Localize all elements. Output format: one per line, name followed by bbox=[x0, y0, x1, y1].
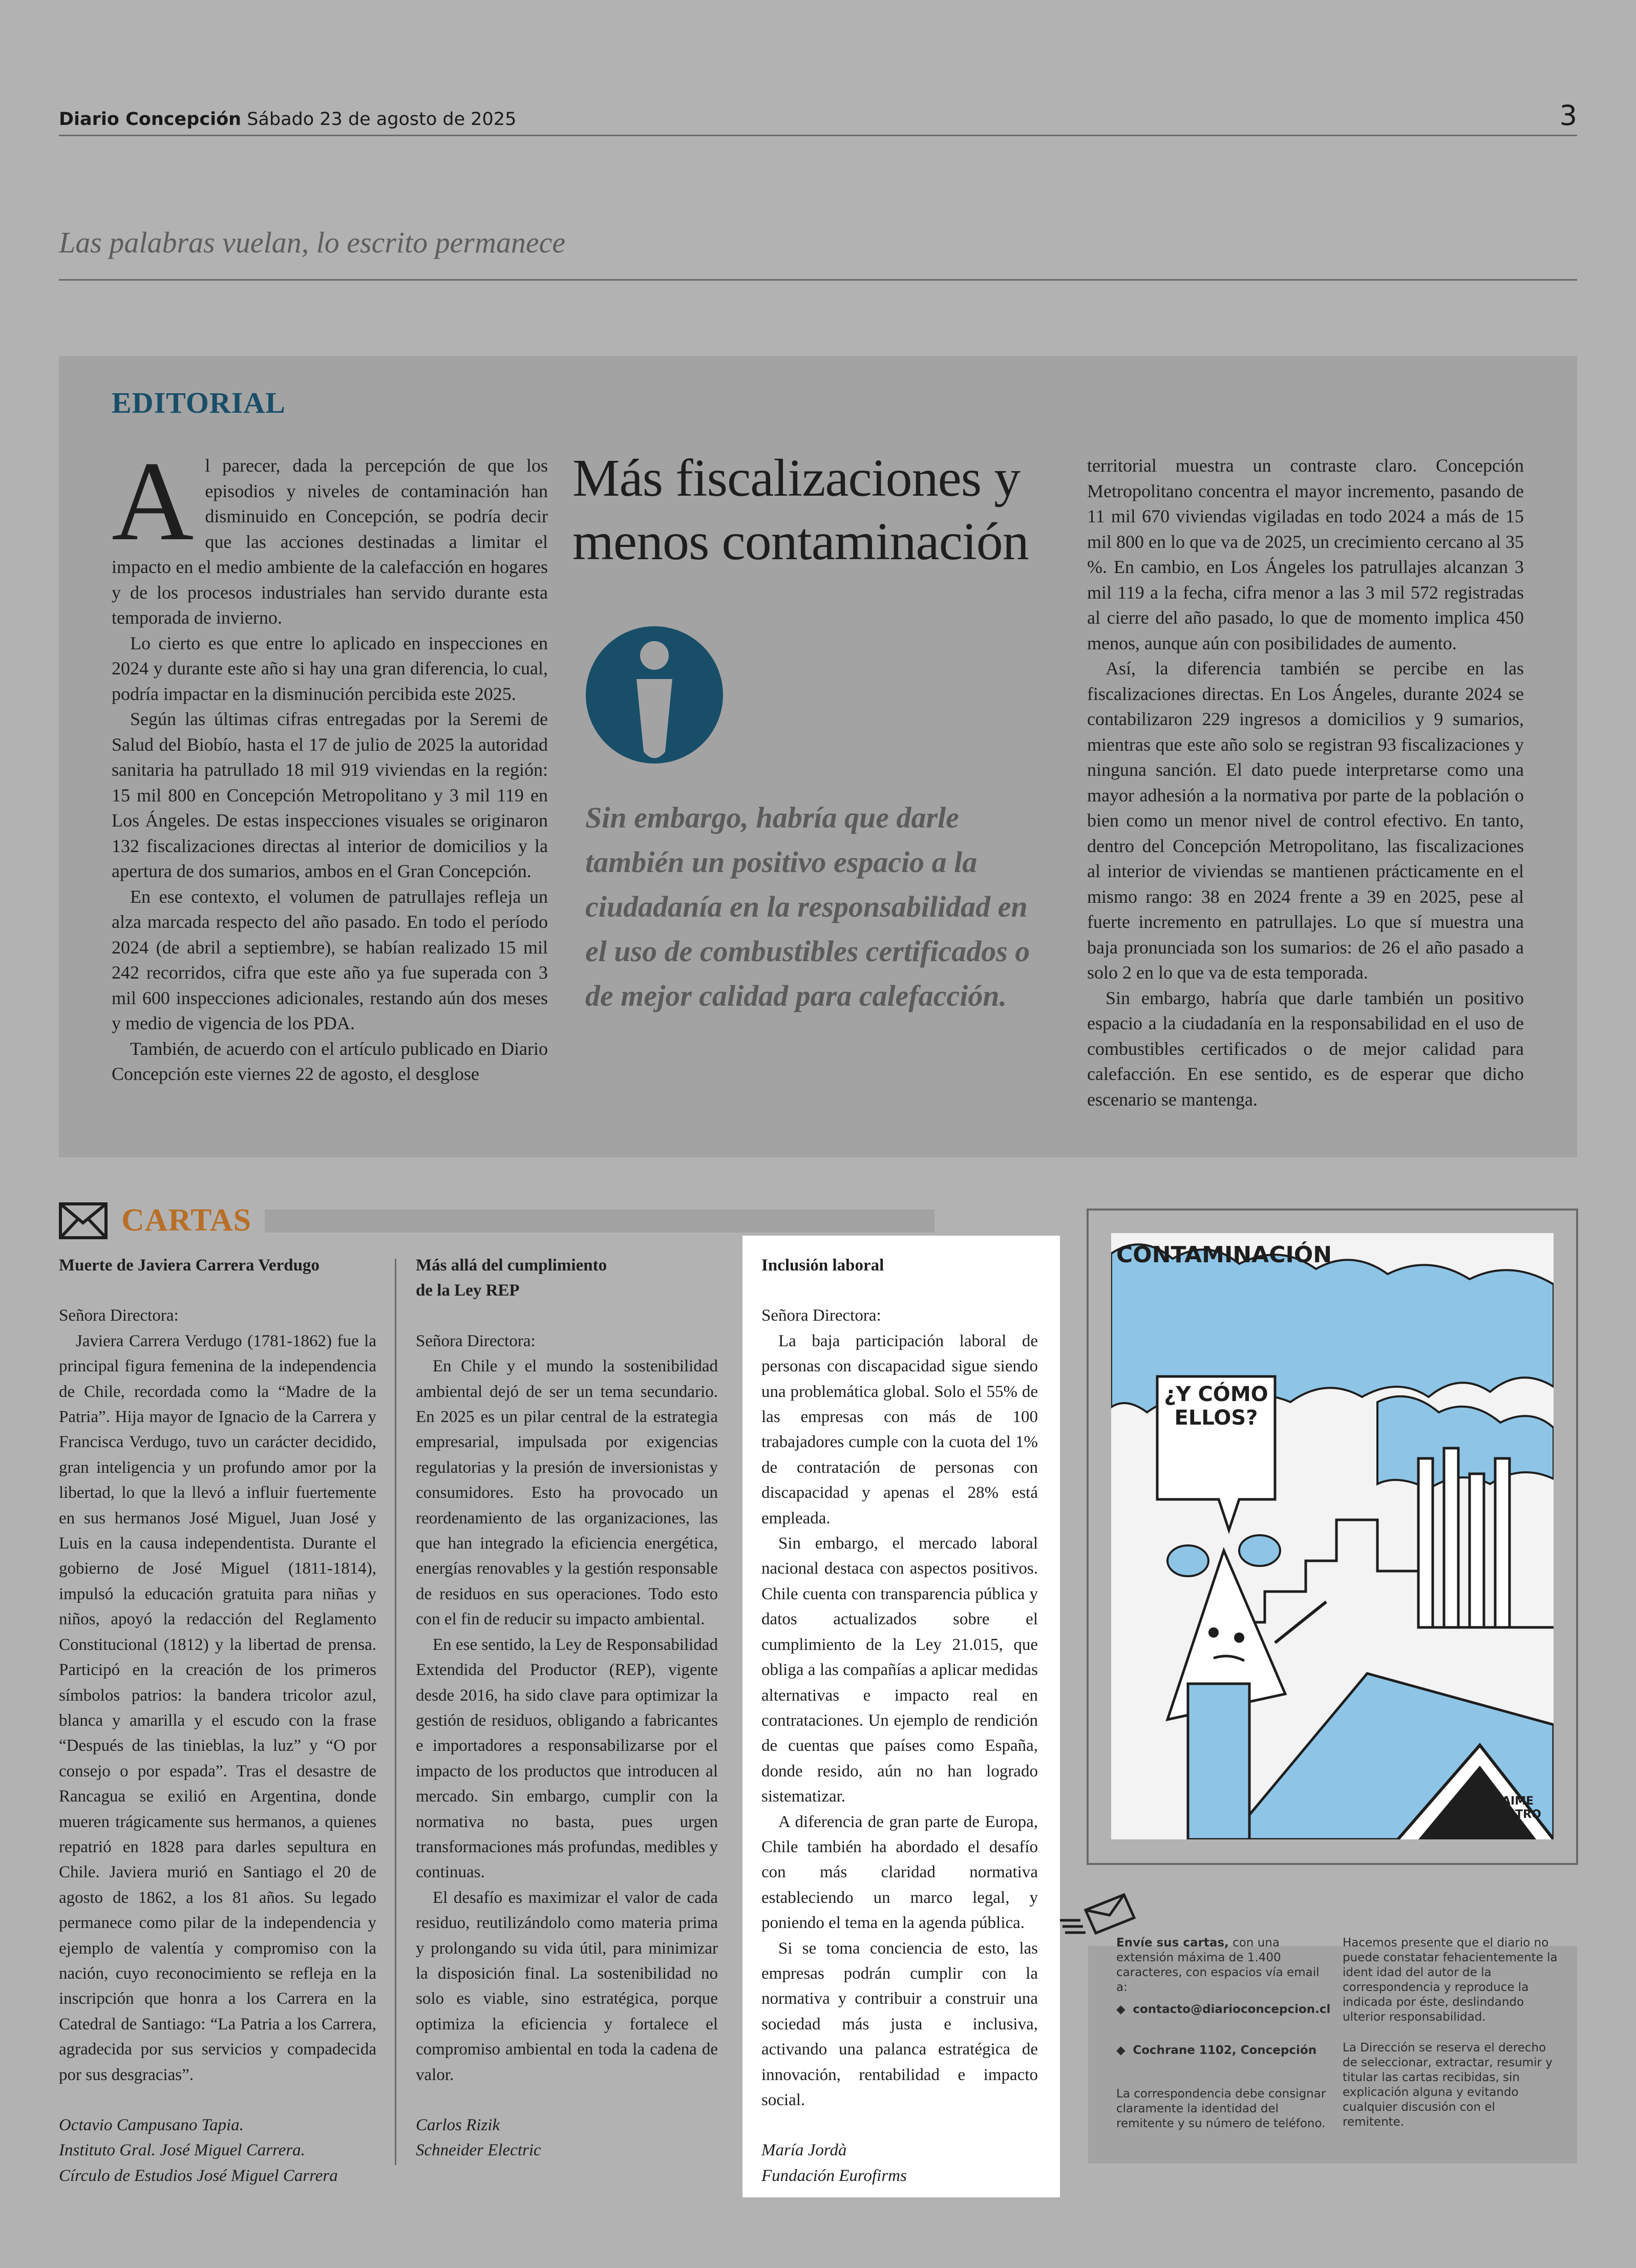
envelope-icon bbox=[59, 1202, 108, 1239]
letter-body: En Chile y el mundo la sostenibilidad ambiental dejó de ser un tema secundario. En 2025 es un pilar central de la estrategia empresarial, impulsada por exigencias regulatorias y la presión de inversionistas y consumidores. Esto ha provocado un reordenamiento de las organizaciones, las que han integrado la eficiencia energética, energías renovables y la gestión responsable de residuos en sus operaciones. Todo esto con el fin de reducir su impacto ambiental. bbox=[416, 1357, 718, 1629]
letter-1 bbox=[59, 1253, 376, 2189]
editorial-paragraph: También, de acuerdo con el artículo publicado en Diario Concepción este viernes 22 de agosto, el desglose bbox=[112, 1038, 548, 1084]
letter-body: Si se toma conciencia de esto, las empresas podrán cumplir con la normativa y contribuir a construir una sociedad más justa e inclusiva, activando una palanca estratégica de innovación, rentabilidad e impacto social. bbox=[761, 1939, 1038, 2109]
issue-date: Sábado 23 de agosto de 2025 bbox=[247, 109, 517, 130]
editorial-column-1 bbox=[112, 438, 548, 1087]
column-divider bbox=[395, 1259, 396, 2165]
contact-address: ◆ Cochrane 1102, Concepción bbox=[1116, 2044, 1317, 2057]
bullet-icon: ◆ bbox=[1116, 2003, 1125, 2016]
letter-title: de la Ley REP bbox=[416, 1281, 520, 1300]
letter-signature: Fundación Eurofirms bbox=[761, 2166, 907, 2185]
cartas-label: CARTAS bbox=[121, 1203, 252, 1238]
letter-2 bbox=[416, 1253, 718, 2164]
letter-salutation: Señora Directora: bbox=[761, 1306, 881, 1325]
cartas-rule bbox=[265, 1210, 934, 1233]
editorial-paragraph: Lo cierto es que entre lo aplicado en inspecciones en 2024 y durante este año si hay una gran diferencia, lo cual, podría impactar en la disminución percibida este 2025. bbox=[112, 632, 548, 704]
motto-text: Las palabras vuelan, lo escrito permanece bbox=[59, 226, 566, 259]
letter-signature: María Jordà bbox=[761, 2141, 847, 2160]
page-number: 3 bbox=[1559, 99, 1577, 132]
editorial-rights-text: La Dirección se reserva el derecho de seleccionar, extractar, resumir y titular las cartas recibidas, sin explicación alguna y evitando cualquier discusión con el remitente. bbox=[1343, 2041, 1553, 2129]
drop-cap: A bbox=[112, 438, 194, 564]
cartoonist-signature: JAIME CASTRO bbox=[1490, 1795, 1541, 1821]
letter-title: Más allá del cumplimiento bbox=[416, 1256, 607, 1275]
disclaimer-text: Hacemos presente que el diario no puede constatar fehacientemente la ident idad del autor de la correspondencia y reproduce la indicada por éste, deslindando ulterior responsabilidad. bbox=[1343, 1936, 1558, 2024]
headline-line: Más fiscalizaciones y bbox=[572, 449, 1021, 507]
mail-icon bbox=[1057, 1890, 1139, 1941]
letter-3 bbox=[761, 1253, 1038, 2189]
editorial-paragraph: Así, la diferencia también se percibe en las fiscalizaciones directas. En Los Ángeles, durante 2024 se contabilizaron 229 ingresos a domicilios y 9 sumarios, mientras que este año solo se registran 93 fiscalizaciones y ninguna sanción. El dato puede interpretarse como una mayor adhesión a la normativa por parte de la población o bien como un menor nivel de control efectivo. En tanto, dentro del Concepción Metropolitano, las fiscalizaciones al interior de viviendas se mantienen prácticamente en el mismo rango: 38 en 2024 frente a 39 en 2025, pese al fuerte incremento en patrullajes. Lo que sí muestra una baja pronunciada son los sumarios: de 26 el año pasado a solo 2 en lo que va de esta temporada. bbox=[1087, 658, 1524, 983]
bullet-icon: ◆ bbox=[1116, 2044, 1125, 2057]
editorial-paragraph: En ese contexto, el volumen de patrullajes refleja un alza marcada respecto del año pasado. En todo el período 2024 (de abril a septiembre), se habían realizado 15 mil 242 recorridos, cifra que este año ya fue superada con 3 mil 600 inspecciones adicionales, restando aún dos meses y medio de vigencia de los PDA. bbox=[112, 886, 548, 1033]
letter-body: Javiera Carrera Verdugo (1781-1862) fue la principal figura femenina de la independencia de Chile, recordada como la “Madre de la Patria”. Hija mayor de Ignacio de la Carrera y Francisca Verdugo, tuvo un carácter decidido, gran inteligencia y un profundo amor por la libertad, lo que la llevó a influir fuertemente en sus hermanos José Miguel, Juan José y Luis en la causa independentista. Durante el gobierno de José Miguel (1811-1814), impulsó la educación gratuita para niñas y niños, apoyó la redacción del Reglamento Constitucional (1812) y la libertad de prensa. Participó en la creación de los primeros símbolos patrios: la bandera tricolor azul, blanca y amarilla y el escudo con la frase “Después de las tinieblas, la luz” y “O por consejo o por espada”. Tras el desastre de Rancagua se exilió en Argentina, donde mueren trágicamente sus hermanos, a quienes repatrió en 1828 para darles sepultura en Chile. Javiera murió en Santiago el 20 de agosto de 1862, a los 81 años. Su legado permanece como pilar de la independencia y ejemplo de valentía y compromiso con la nación, cuyo reconocimiento se refleja en la inscripción que honra a los Carrera en la Catedral de Santiago: “La Patria a los Carrera, agradecida por sus servicios y compadecida por sus desgracias”. bbox=[59, 1331, 376, 2084]
letter-signature: Instituto Gral. José Miguel Carrera. bbox=[59, 2141, 305, 2160]
correspondence-note: La correspondencia debe consignar claramente la identidad del remitente y su número de teléfono. bbox=[1116, 2087, 1326, 2130]
letter-body: En ese sentido, la Ley de Responsabilidad Extendida del Productor (REP), vigente desde 2016, ha sido clave para optimizar la gestión de residuos, obligando a fabricantes e importadores a responsabilizarse por el impacto de los productos que introducen al mercado. Sin embargo, cumplir con la normativa no basta, pues urgen transformaciones más profundas, medibles y continuas. bbox=[416, 1635, 718, 1882]
letter-title: Muerte de Javiera Carrera Verdugo bbox=[59, 1256, 320, 1275]
editorial-column-3 bbox=[1087, 453, 1524, 1112]
letter-signature: Octavio Campusano Tapia. bbox=[59, 2116, 244, 2134]
letter-body: La baja participación laboral de personas con discapacidad sigue siendo una problemática global. Solo el 55% de las empresas con más de 100 trabajadores cumple con la cuota del 1% de contratación de personas con discapacidad y apenas el 28% está empleada. bbox=[761, 1331, 1038, 1528]
paper-date-line bbox=[59, 109, 516, 130]
letter-salutation: Señora Directora: bbox=[59, 1306, 179, 1325]
cartoon-speech: ¿Y CÓMO ELLOS? bbox=[1164, 1383, 1268, 1430]
letter-salutation: Señora Directora: bbox=[416, 1331, 536, 1350]
editorial-paragraph: territorial muestra un contraste claro. Concepción Metropolitano concentra el mayor incremento, pasando de 11 mil 670 viviendas vigiladas en todo 2024 a más de 15 mil 800 en lo que va de 2025, un crecimiento cercano al 35 %. En cambio, en Los Ángeles los patrullajes alcanzan 3 mil 119 a la fecha, cifra menor a las 3 mil 572 registradas al cierre del año pasado, lo que de momento implica 450 menos, aunque aún con posibilidades de aumento. bbox=[1087, 455, 1524, 653]
letter-title: Inclusión laboral bbox=[761, 1256, 884, 1275]
editorial-headline bbox=[572, 447, 1064, 574]
letter-signature: Carlos Rizik bbox=[416, 2116, 500, 2134]
cartoon-illustration bbox=[1111, 1233, 1554, 1839]
editorial-paragraph: Sin embargo, habría que darle también un positivo espacio a la ciudadanía en la responsabilidad en el uso de combustibles certificados o de mejor calidad para calefacción. En ese sentido, es de esperar que dicho escenario se mantenga. bbox=[1087, 987, 1524, 1110]
headline-line: menos contaminación bbox=[572, 512, 1029, 571]
editorial-label: EDITORIAL bbox=[112, 386, 286, 419]
info-icon bbox=[585, 624, 724, 766]
letter-signature: Círculo de Estudios José Miguel Carrera bbox=[59, 2166, 338, 2185]
cartoon-title: CONTAMINACIÓN bbox=[1116, 1242, 1332, 1268]
send-letters-text: Envíe sus cartas, con una extensión máxima de 1.400 caracteres, con espacios vía email a: bbox=[1116, 1936, 1320, 1994]
letter-body: El desafío es maximizar el valor de cada residuo, reutilizándolo como materia prima y prolongando su vida útil, para minimizar la disposición final. La sostenibilidad no solo es viable, sino estratégica, porque optimiza la eficiencia y fortalece el compromiso ambiental en toda la cadena de valor. bbox=[416, 1888, 718, 2084]
letter-body: Sin embargo, el mercado laboral nacional destaca con aspectos positivos. Chile cuenta con transparencia pública y datos actualizados sobre el cumplimiento de la Ley 21.015, que obliga a las compañías a aplicar medidas alternativas e impacto real en contrataciones. Un ejemplo de rendición de cuentas que países como España, donde resido, aún no han logrado sistematizar. bbox=[761, 1534, 1038, 1806]
editorial-paragraph: Al parecer, dada la percepción de que los episodios y niveles de contaminación han disminuido en Concepción, se podría decir que las acciones destinadas a limitar el impacto en el medio ambiente de la calefacción en hogares y de los procesos industriales han servido durante esta temporada de invierno. bbox=[112, 438, 548, 628]
paper-name: Diario Concepción bbox=[59, 109, 242, 130]
letter-body: A diferencia de gran parte de Europa, Chile también ha abordado el desafío con más claridad normativa estableciendo un marco legal, y poniendo el tema en la agenda pública. bbox=[761, 1812, 1038, 1933]
contact-email[interactable]: ◆ contacto@diarioconcepcion.cl bbox=[1116, 2003, 1331, 2016]
editorial-paragraph: Según las últimas cifras entregadas por la Seremi de Salud del Biobío, hasta el 17 de julio de 2025 la autoridad sanitaria ha patrullado 18 mil 919 viviendas en la región: 15 mil 800 en Concepción Metropolitano y 3 mil 119 en Los Ángeles. De estas inspecciones visuales se originaron 132 fiscalizaciones directas al interior de domicilios y la apertura de dos sumarios, ambos en el Gran Concepción. bbox=[112, 709, 548, 881]
masthead bbox=[59, 99, 1577, 136]
motto-banner bbox=[59, 220, 1577, 281]
pull-quote: Sin embargo, habría que darle también un positivo espacio a la ciudadanía en la responsabilidad en el uso de combustibles certificados o de mejor calidad para calefacción. bbox=[585, 801, 1030, 1012]
letter-signature: Schneider Electric bbox=[416, 2141, 541, 2160]
